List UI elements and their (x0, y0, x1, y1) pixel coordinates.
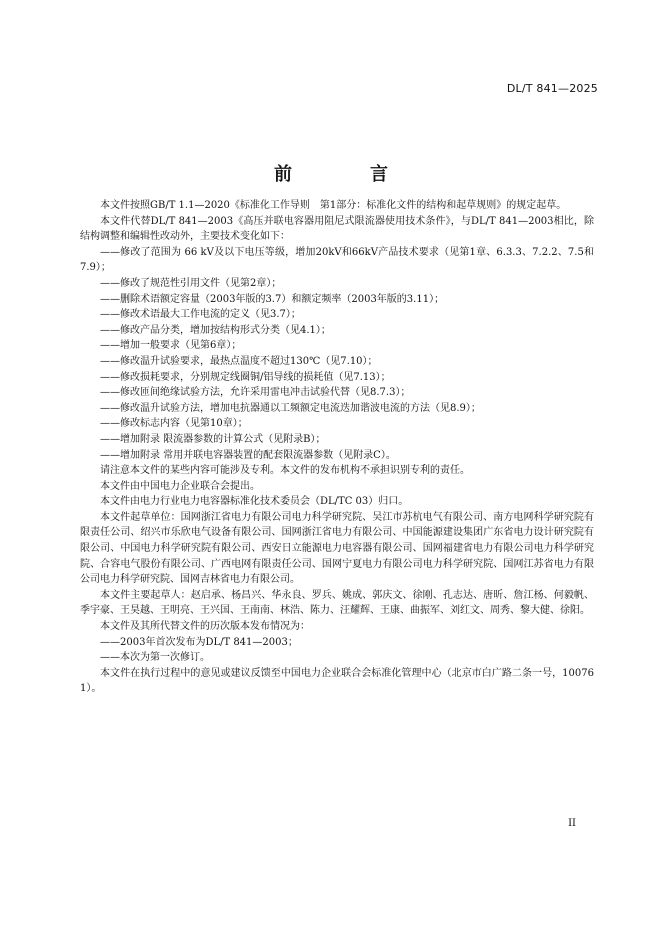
change-item: ——修改了范围为 66 kV及以下电压等级，增加20kV和66kV产品技术要求（见第1章、6.3.3、7.2.2、7.5和7.9）； (80, 246, 594, 274)
version-history-intro: 本文件及其所代替文件的历次版本发布情况为： (100, 621, 310, 633)
change-item: ——修改温升试验要求，最热点温度不超过130℃（见7.10）； (100, 355, 378, 367)
page-title: 前 言 (274, 164, 418, 185)
paragraph: 本文件代替DL/T 841—2003《高压并联电容器用阻尼式限流器使用技术条件》，与DL/T 841—2003相比，除结构调整和编辑性改动外，主要技术变化如下： (80, 215, 594, 243)
change-item: ——删除术语额定容量（2003年版的3.7）和额定频率（2003年版的3.11）； (100, 293, 445, 305)
page-number: II (568, 818, 576, 829)
foreword-body (80, 198, 594, 697)
version-history-item: ——2003年首次发布为DL/T 841—2003； (100, 636, 298, 648)
proposer: 本文件由中国电力企业联合会提出。 (100, 480, 260, 492)
change-item: ——修改损耗要求，分别规定线圈铜/铝导线的损耗值（见7.13）； (100, 371, 391, 383)
change-item: ——修改了规范性引用文件（见第2章）； (100, 277, 282, 289)
change-item: ——修改标志内容（见第10章）； (100, 418, 248, 430)
feedback-notice: 本文件在执行过程中的意见或建议反馈至中国电力企业联合会标准化管理中心（北京市白广路二条一号，100761）。 (80, 667, 594, 695)
committee: 本文件由电力行业电力电容器标准化技术委员会（DL/TC 03）归口。 (100, 496, 409, 508)
paragraph: 本文件按照GB/T 1.1—2020《标准化工作导则 第1部分：标准化文件的结构和起草规则》的规定起草。 (100, 200, 567, 211)
change-item: ——修改温升试验方法，增加电抗器通以工频额定电流迭加谐波电流的方法（见8.9）； (100, 402, 481, 414)
version-history-item: ——本次为第一次修订。 (100, 652, 210, 664)
change-item: ——增加一般要求（见第6章）； (100, 340, 242, 352)
change-item: ——修改匝间绝缘试验方法，允许采用雷电冲击试验代替（见8.7.3）； (100, 387, 411, 399)
change-item: ——修改产品分类，增加按结构形式分类（见4.1）； (100, 324, 331, 336)
change-item: ——增加附录 常用并联电容器装置的配套限流器参数（见附录C）。 (100, 449, 396, 461)
drafting-units: 本文件起草单位：国网浙江省电力有限公司电力科学研究院、吴江市苏杭电气有限公司、南方电网科学研究院有限责任公司、绍兴市乐欣电气设备有限公司、国网浙江省电力有限公司、中国能源建设集团广东省电力设计研究院有限公司、中国电力科学研究院有限公司、西安日立能源电力电容器有限公司、国网福建省电力有限公司电力科学研究院、合容电气股份有限公司、广西电网有限责任公司、国网宁夏电力有限公司电力科学研究院、国网江苏省电力有限公司电力科学研究院、国网吉林省电力有限公司。 (80, 511, 594, 586)
drafters: 本文件主要起草人：赵启承、杨昌兴、华永良、罗兵、姚成、郭庆文、徐刚、孔志达、唐昕、詹江杨、何毅帆、季宇豪、王昊越、王明亮、王兴国、王南南、林浩、陈力、汪耀辉、王康、曲振军、刘红文、周秀、黎大健、徐阳。 (80, 589, 594, 617)
change-item: ——增加附录 限流器参数的计算公式（见附录B）； (100, 433, 326, 445)
change-item: ——修改术语最大工作电流的定义（见3.7）； (100, 309, 301, 321)
patent-notice: 请注意本文件的某些内容可能涉及专利。本文件的发布机构不承担识别专利的责任。 (100, 465, 470, 477)
standard-number: DL/T 841—2025 (506, 82, 598, 95)
